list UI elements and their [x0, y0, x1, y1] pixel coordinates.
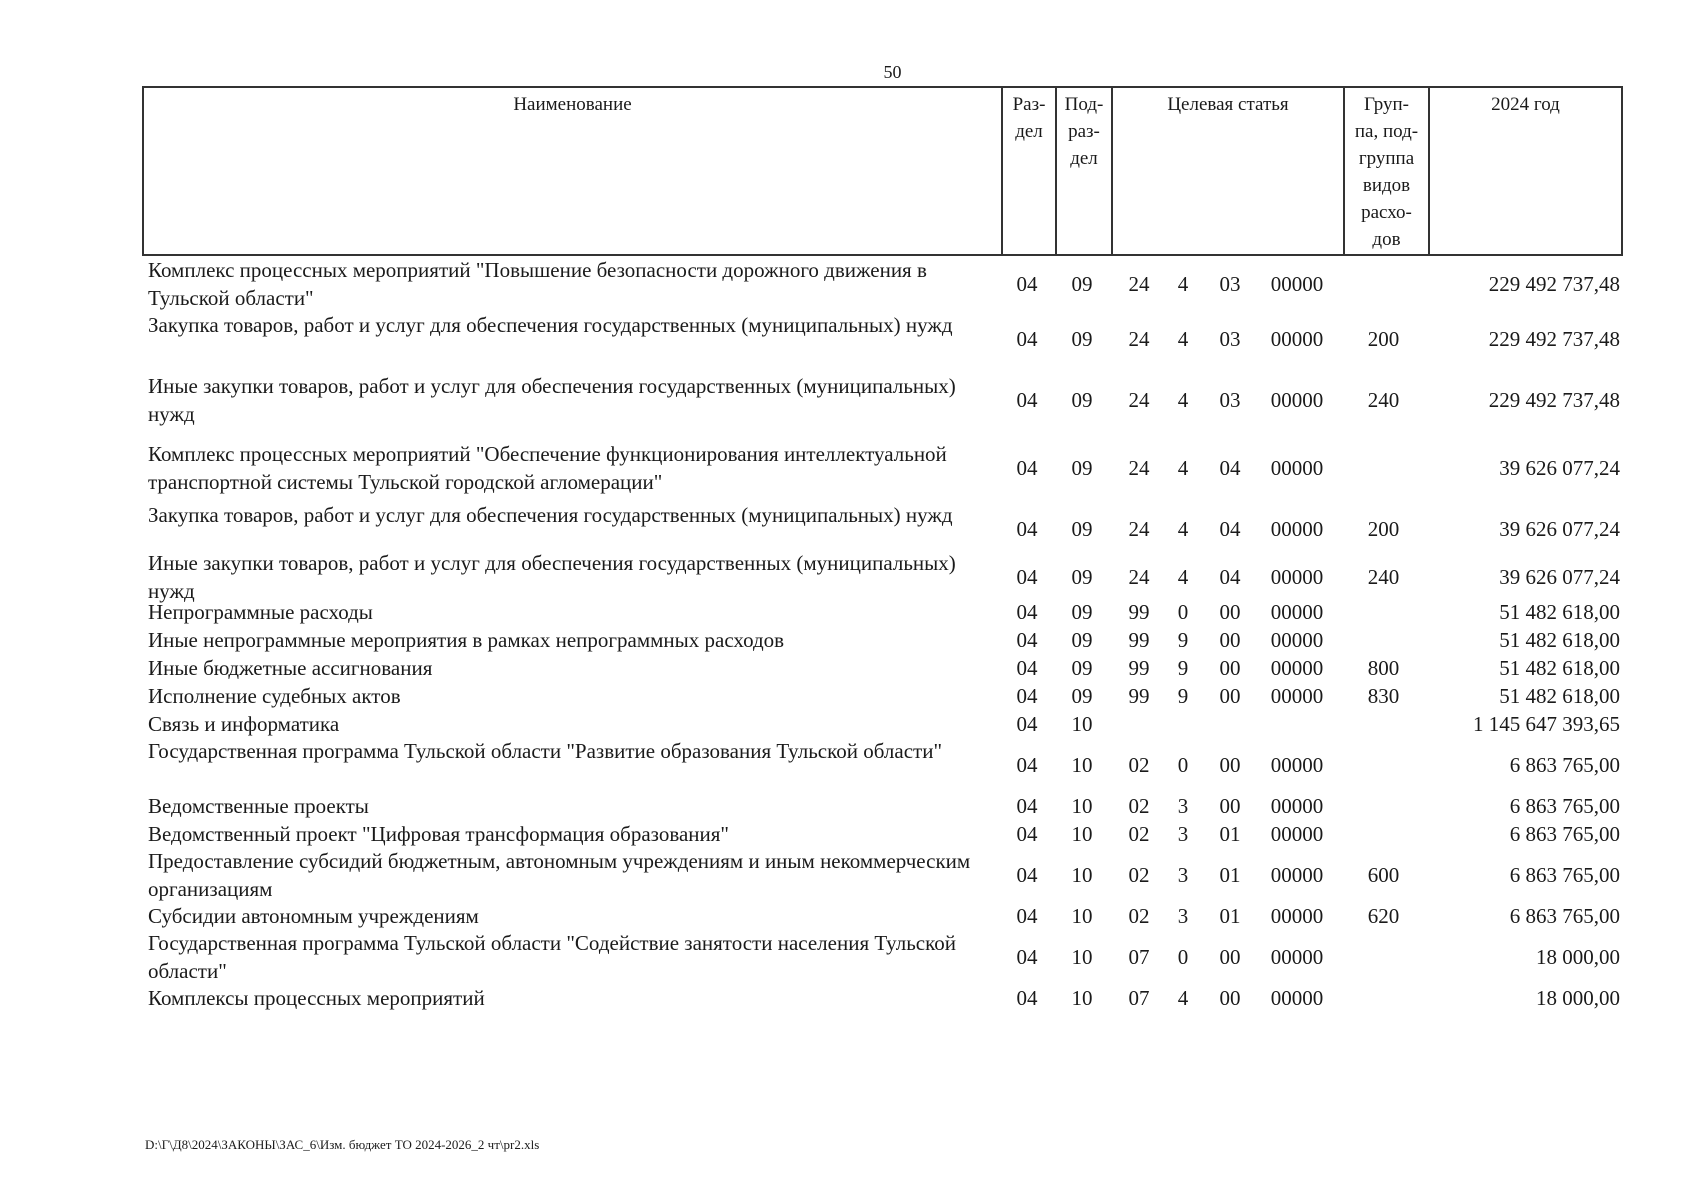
target-program-cell: 02	[1128, 822, 1150, 846]
razdel-cell: 04	[1016, 628, 1038, 652]
razdel-cell: 04	[1016, 656, 1038, 680]
target-direction-cell: 00000	[1270, 628, 1324, 652]
podrazdel-cell: 09	[1071, 272, 1093, 296]
target-program-cell: 99	[1128, 684, 1150, 708]
amount-cell: 51 482 618,00	[1499, 684, 1620, 708]
target-program-cell: 24	[1128, 272, 1150, 296]
target-event-cell: 03	[1219, 327, 1241, 351]
target-subprogram-cell: 4	[1177, 272, 1189, 296]
target-subprogram-cell: 4	[1177, 565, 1189, 589]
target-subprogram-cell: 4	[1177, 456, 1189, 480]
target-direction-cell: 00000	[1270, 656, 1324, 680]
table-row	[142, 930, 1623, 984]
amount-cell: 229 492 737,48	[1488, 388, 1620, 412]
target-direction-cell: 00000	[1270, 600, 1324, 624]
target-direction-cell: 00000	[1270, 456, 1324, 480]
target-direction-cell: 00000	[1270, 388, 1324, 412]
razdel-cell: 04	[1016, 565, 1038, 589]
target-program-cell: 24	[1128, 388, 1150, 412]
row-name: Закупка товаров, работ и услуг для обеспечения государственных (муниципальных) нужд	[148, 313, 953, 337]
amount-cell: 1 145 647 393,65	[1473, 712, 1620, 736]
podrazdel-cell: 09	[1071, 656, 1093, 680]
podrazdel-cell: 10	[1071, 822, 1093, 846]
row-name: Исполнение судебных актов	[148, 684, 401, 708]
row-name: Иные бюджетные ассигнования	[148, 656, 433, 680]
podrazdel-cell: 10	[1071, 986, 1093, 1010]
target-program-cell: 24	[1128, 327, 1150, 351]
target-event-cell: 01	[1219, 863, 1241, 887]
podrazdel-cell: 09	[1071, 600, 1093, 624]
target-subprogram-cell: 4	[1177, 986, 1189, 1010]
amount-cell: 6 863 765,00	[1509, 753, 1620, 777]
amount-cell: 6 863 765,00	[1509, 863, 1620, 887]
target-subprogram-cell: 9	[1177, 656, 1189, 680]
target-event-cell: 00	[1219, 656, 1241, 680]
target-direction-cell: 00000	[1270, 945, 1324, 969]
table-row	[142, 256, 1623, 312]
podrazdel-cell: 09	[1071, 565, 1093, 589]
target-direction-cell: 00000	[1270, 863, 1324, 887]
podrazdel-cell: 10	[1071, 712, 1093, 736]
target-program-cell: 24	[1128, 456, 1150, 480]
header-expense-group: Груп- па, под- группа видов расхо- дов	[1345, 88, 1430, 254]
table-row	[142, 820, 1623, 848]
target-event-cell: 00	[1219, 945, 1241, 969]
target-subprogram-cell: 4	[1177, 388, 1189, 412]
razdel-cell: 04	[1016, 272, 1038, 296]
header-target-article: Целевая статья	[1113, 88, 1345, 254]
expense-group-cell: 600	[1367, 863, 1400, 887]
target-direction-cell: 00000	[1270, 904, 1324, 928]
podrazdel-cell: 10	[1071, 904, 1093, 928]
amount-cell: 18 000,00	[1536, 945, 1620, 969]
podrazdel-cell: 09	[1071, 517, 1093, 541]
target-subprogram-cell: 0	[1177, 753, 1189, 777]
podrazdel-cell: 10	[1071, 945, 1093, 969]
razdel-cell: 04	[1016, 388, 1038, 412]
amount-cell: 39 626 077,24	[1499, 565, 1620, 589]
expense-group-cell: 200	[1367, 517, 1400, 541]
target-subprogram-cell: 4	[1177, 517, 1189, 541]
expense-group-cell: 240	[1367, 565, 1400, 589]
amount-cell: 51 482 618,00	[1499, 656, 1620, 680]
target-program-cell: 07	[1128, 945, 1150, 969]
target-event-cell: 00	[1219, 753, 1241, 777]
amount-cell: 18 000,00	[1536, 986, 1620, 1010]
razdel-cell: 04	[1016, 712, 1038, 736]
podrazdel-cell: 09	[1071, 456, 1093, 480]
amount-cell: 6 863 765,00	[1509, 794, 1620, 818]
row-name: Непрограммные расходы	[148, 600, 373, 624]
table-row	[142, 654, 1623, 682]
target-event-cell: 00	[1219, 628, 1241, 652]
target-event-cell: 04	[1219, 517, 1241, 541]
target-event-cell: 01	[1219, 904, 1241, 928]
row-name: Комплекс процессных мероприятий "Повышение безопасности дорожного движения в Тульской области"	[148, 258, 927, 310]
table-row	[142, 434, 1623, 502]
row-name: Ведомственный проект "Цифровая трансформация образования"	[148, 822, 729, 846]
table-row	[142, 551, 1623, 603]
podrazdel-cell: 09	[1071, 628, 1093, 652]
row-name: Государственная программа Тульской области "Развитие образования Тульской области"	[148, 739, 943, 763]
razdel-cell: 04	[1016, 945, 1038, 969]
target-program-cell: 02	[1128, 753, 1150, 777]
target-program-cell: 24	[1128, 565, 1150, 589]
razdel-cell: 04	[1016, 753, 1038, 777]
target-event-cell: 00	[1219, 794, 1241, 818]
row-name: Субсидии автономным учреждениям	[148, 904, 479, 928]
target-program-cell: 24	[1128, 517, 1150, 541]
amount-cell: 6 863 765,00	[1509, 822, 1620, 846]
razdel-cell: 04	[1016, 904, 1038, 928]
target-direction-cell: 00000	[1270, 822, 1324, 846]
target-direction-cell: 00000	[1270, 794, 1324, 818]
target-subprogram-cell: 0	[1177, 600, 1189, 624]
table-row	[142, 682, 1623, 710]
table-row	[142, 738, 1623, 792]
amount-cell: 51 482 618,00	[1499, 600, 1620, 624]
table-row	[142, 502, 1623, 556]
target-event-cell: 00	[1219, 986, 1241, 1010]
amount-cell: 6 863 765,00	[1509, 904, 1620, 928]
razdel-cell: 04	[1016, 684, 1038, 708]
target-subprogram-cell: 3	[1177, 904, 1189, 928]
razdel-cell: 04	[1016, 517, 1038, 541]
target-direction-cell: 00000	[1270, 986, 1324, 1010]
target-subprogram-cell: 9	[1177, 628, 1189, 652]
expense-group-cell: 800	[1367, 656, 1400, 680]
target-event-cell: 00	[1219, 600, 1241, 624]
target-event-cell: 04	[1219, 456, 1241, 480]
table-row	[142, 792, 1623, 820]
amount-cell: 229 492 737,48	[1488, 272, 1620, 296]
target-program-cell: 99	[1128, 600, 1150, 624]
amount-cell: 39 626 077,24	[1499, 456, 1620, 480]
page-number: 50	[883, 62, 902, 82]
row-name: Комплексы процессных мероприятий	[148, 986, 485, 1010]
target-program-cell: 99	[1128, 656, 1150, 680]
table-row	[142, 902, 1623, 930]
row-name: Связь и информатика	[148, 712, 340, 736]
row-name: Иные закупки товаров, работ и услуг для обеспечения государственных (муниципальных) нужд	[148, 374, 956, 426]
razdel-cell: 04	[1016, 794, 1038, 818]
header-name: Наименование	[144, 88, 1003, 254]
target-program-cell: 02	[1128, 863, 1150, 887]
amount-cell: 39 626 077,24	[1499, 517, 1620, 541]
razdel-cell: 04	[1016, 327, 1038, 351]
table-row	[142, 848, 1623, 902]
table-row	[142, 598, 1623, 626]
target-event-cell: 03	[1219, 388, 1241, 412]
amount-cell: 229 492 737,48	[1488, 327, 1620, 351]
table-row	[142, 984, 1623, 1012]
target-event-cell: 01	[1219, 822, 1241, 846]
target-direction-cell: 00000	[1270, 565, 1324, 589]
target-program-cell: 07	[1128, 986, 1150, 1010]
target-subprogram-cell: 3	[1177, 863, 1189, 887]
row-name: Ведомственные проекты	[148, 794, 369, 818]
target-direction-cell: 00000	[1270, 272, 1324, 296]
razdel-cell: 04	[1016, 456, 1038, 480]
target-program-cell: 02	[1128, 904, 1150, 928]
expense-group-cell: 620	[1367, 904, 1400, 928]
table-row	[142, 710, 1623, 738]
target-direction-cell: 00000	[1270, 684, 1324, 708]
target-direction-cell: 00000	[1270, 517, 1324, 541]
target-subprogram-cell: 9	[1177, 684, 1189, 708]
podrazdel-cell: 09	[1071, 388, 1093, 412]
podrazdel-cell: 10	[1071, 863, 1093, 887]
row-name: Комплекс процессных мероприятий "Обеспечение функционирования интеллектуальной транспортной системы Тульской городской агломерации"	[148, 442, 947, 494]
target-direction-cell: 00000	[1270, 753, 1324, 777]
podrazdel-cell: 09	[1071, 327, 1093, 351]
target-subprogram-cell: 3	[1177, 794, 1189, 818]
target-program-cell: 99	[1128, 628, 1150, 652]
table-row	[142, 366, 1623, 434]
header-razdel: Раз- дел	[1003, 88, 1057, 254]
target-subprogram-cell: 0	[1177, 945, 1189, 969]
razdel-cell: 04	[1016, 600, 1038, 624]
header-year: 2024 год	[1491, 94, 1560, 115]
podrazdel-cell: 09	[1071, 684, 1093, 708]
razdel-cell: 04	[1016, 986, 1038, 1010]
table-row	[142, 626, 1623, 654]
expense-group-cell: 240	[1367, 388, 1400, 412]
target-direction-cell: 00000	[1270, 327, 1324, 351]
row-name: Иные закупки товаров, работ и услуг для обеспечения государственных (муниципальных) нужд	[148, 551, 956, 603]
target-program-cell: 02	[1128, 794, 1150, 818]
row-name: Закупка товаров, работ и услуг для обеспечения государственных (муниципальных) нужд	[148, 503, 953, 527]
podrazdel-cell: 10	[1071, 753, 1093, 777]
row-name: Иные непрограммные мероприятия в рамках непрограммных расходов	[148, 628, 785, 652]
razdel-cell: 04	[1016, 863, 1038, 887]
target-event-cell: 00	[1219, 684, 1241, 708]
target-event-cell: 04	[1219, 565, 1241, 589]
table-row	[142, 312, 1623, 366]
table-header	[142, 86, 1623, 256]
target-event-cell: 03	[1219, 272, 1241, 296]
header-podrazdel: Под- раз- дел	[1057, 88, 1113, 254]
expense-group-cell: 830	[1367, 684, 1400, 708]
row-name: Предоставление субсидий бюджетным, автономным учреждениям и иным некоммерческим организациям	[148, 849, 971, 901]
razdel-cell: 04	[1016, 822, 1038, 846]
file-path-footer: D:\Г\Д8\2024\ЗАКОНЫ\ЗАС_6\Изм. бюджет ТО 2024-2026_2 чт\pr2.xls	[145, 1137, 540, 1152]
podrazdel-cell: 10	[1071, 794, 1093, 818]
row-name: Государственная программа Тульской области "Содействие занятости населения Тульской области"	[148, 931, 956, 983]
target-subprogram-cell: 3	[1177, 822, 1189, 846]
amount-cell: 51 482 618,00	[1499, 628, 1620, 652]
target-subprogram-cell: 4	[1177, 327, 1189, 351]
expense-group-cell: 200	[1367, 327, 1400, 351]
